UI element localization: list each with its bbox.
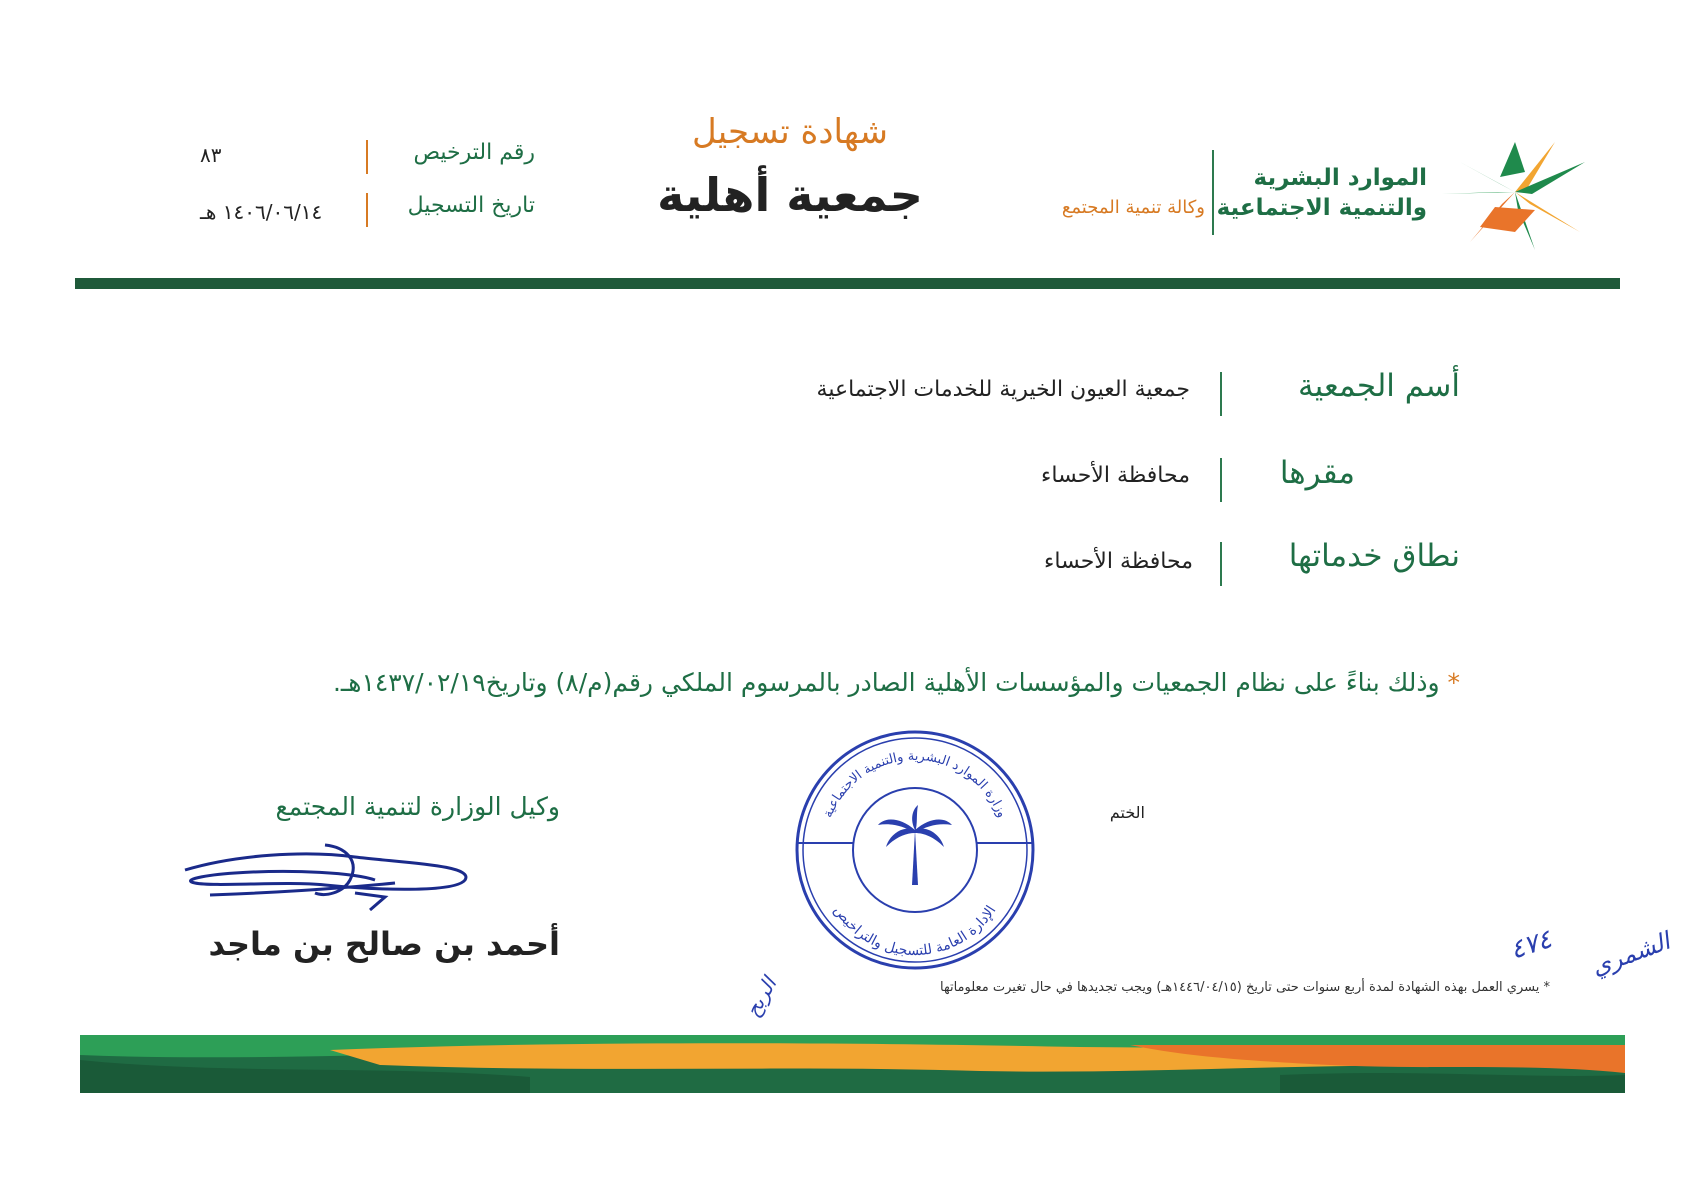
legal-note-text: وذلك بناءً على نظام الجمعيات والمؤسسات الأهلية الصادر بالمرسوم الملكي رقم(م/٨) وتاريخ١٤٣٧/٠٢/١٩هـ. [332,668,1440,697]
stamp-label: الختم [1109,803,1145,822]
field-divider-headquarters [1220,458,1222,502]
signatory-name: أحمد بن صالح بن ماجد [208,925,560,963]
ministry-name [1205,163,1427,223]
license-number-label: رقم الترخيص [413,140,535,165]
agency-name: وكالة تنمية المجتمع [1061,197,1205,218]
signatory-title: وكيل الوزارة لتنمية المجتمع [275,792,560,821]
handwritten-signature [175,835,485,915]
handwritten-note-number: ٤٧٤ [1506,924,1556,966]
stamp-top-text: وزارة الموارد البشرية والتنمية الاجتماعية [820,748,1010,820]
legal-note [310,668,1460,697]
field-label-association-name: أسم الجمعية [1298,368,1460,404]
registration-date-value: ١٤٠٦/٠٦/١٤ هـ [200,200,323,224]
field-divider-service-scope [1220,542,1222,586]
field-value-service-scope: محافظة الأحساء [1044,549,1193,574]
field-label-service-scope: نطاق خدماتها [1288,538,1460,574]
legal-note-asterisk: * [1447,668,1460,697]
license-number-divider [366,140,368,174]
handwritten-note-name: الشمري [1587,926,1674,982]
field-value-headquarters: محافظة الأحساء [1041,463,1190,488]
palm-tree-icon [878,805,952,885]
stamp-bottom-text: الإدارة العامة للتسجيل والتراخيص [830,902,1000,960]
header-rule [75,278,1620,289]
ministry-logo-icon [1440,132,1590,252]
header-divider [1212,150,1214,235]
ministry-name-line-2: والتنمية الاجتماعية [1216,195,1427,221]
handwritten-note-initials: الربح [739,973,782,1021]
field-label-headquarters: مقرها [1279,455,1355,491]
ministry-name-line-1: الموارد البشرية [1253,165,1427,191]
footer-decorative-band [80,1035,1625,1093]
field-value-association-name: جمعية العيون الخيرية للخدمات الاجتماعية [816,377,1190,402]
registration-date-label: تاريخ التسجيل [407,193,535,218]
validity-note: * يسري العمل بهذه الشهادة لمدة أربع سنوات حتى تاريخ (١٤٤٦/٠٤/١٥هـ) ويجب تجديدها في حال تغيرت معلوماتها [940,980,1550,995]
certificate-title: شهادة تسجيل [691,112,889,152]
registration-date-divider [366,193,368,227]
official-stamp [790,725,1040,975]
field-divider-association-name [1220,372,1222,416]
certificate-type: جمعية أهلية [657,168,923,222]
license-number-value: ٨٣ [200,143,222,167]
